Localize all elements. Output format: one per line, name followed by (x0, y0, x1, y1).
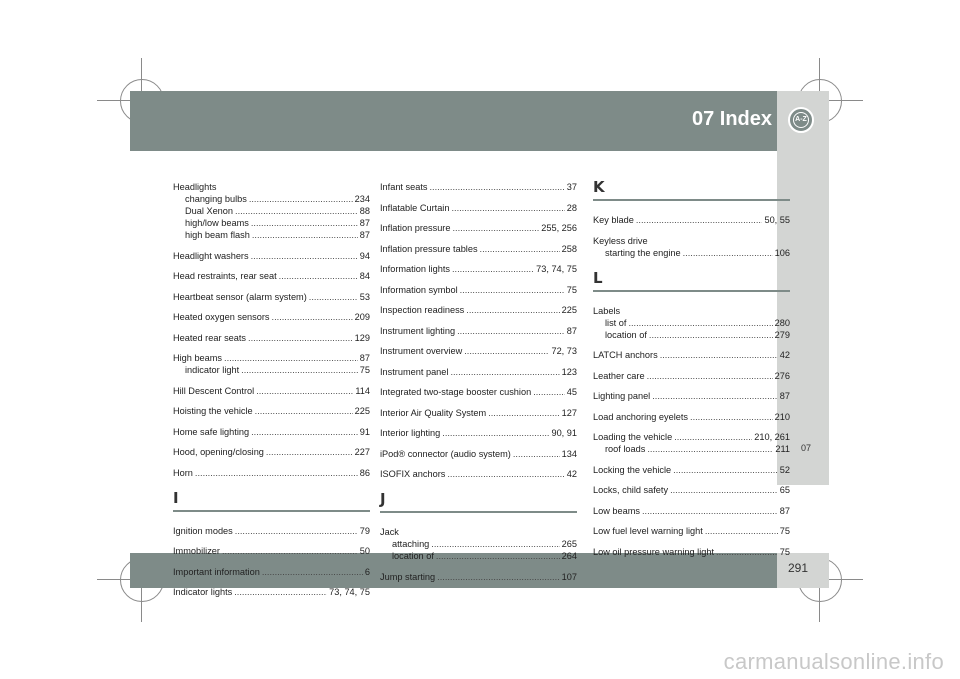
index-entry: Inspection readiness ..... 225 (380, 304, 577, 316)
section-letter: L (593, 268, 603, 287)
index-entry: Ignition modes ..... 79 (173, 525, 370, 537)
index-entry: Heated oxygen sensors ..... 209 (173, 311, 370, 323)
index-subentry: changing bulbs ..... 234 (173, 193, 370, 205)
index-group (173, 352, 370, 376)
index-heading: Jack (380, 527, 399, 537)
section-letter: I (173, 488, 179, 507)
index-entry: Interior lighting ..... 90, 91 (380, 427, 577, 439)
index-subentry: Dual Xenon ..... 88 (173, 205, 370, 217)
index-entry: Hill Descent Control ..... 114 (173, 385, 370, 397)
section-divider (380, 511, 577, 513)
index-entry: Heartbeat sensor (alarm system) ..... 53 (173, 291, 370, 303)
index-column-3 (593, 178, 790, 566)
section-letter: J (380, 490, 386, 508)
index-group (173, 181, 370, 241)
index-subentry: high beam flash ..... 87 (173, 229, 370, 241)
index-entry: LATCH anchors ..... 42 (593, 349, 790, 361)
index-entry: Immobilizer ..... 50 (173, 545, 370, 557)
index-entry: Interior Air Quality System ..... 127 (380, 407, 577, 419)
index-entry: Locks, child safety ..... 65 (593, 484, 790, 496)
index-column-2 (380, 181, 577, 591)
index-entry: High beams ..... 87 (173, 352, 370, 364)
index-entry: Inflatable Curtain ..... 28 (380, 202, 577, 214)
index-subentry: starting the engine ..... 106 (593, 247, 790, 259)
index-group (380, 526, 577, 562)
index-entry: Low beams ..... 87 (593, 505, 790, 517)
index-entry: Inflation pressure ..... 255, 256 (380, 222, 577, 234)
index-subentry: high/low beams ..... 87 (173, 217, 370, 229)
section-divider (173, 510, 370, 512)
page-number: 291 (788, 561, 809, 575)
index-entry: Indicator lights ..... 73, 74, 75 (173, 586, 370, 598)
index-entry: Key blade ..... 50, 55 (593, 214, 790, 226)
index-entry: iPod® connector (audio system) ..... 134 (380, 448, 577, 460)
index-group (593, 431, 790, 455)
watermark: carmanualsonline.info (723, 649, 944, 674)
index-entry: Lighting panel ..... 87 (593, 390, 790, 402)
section-divider (593, 199, 790, 201)
chapter-tab-label: 07 (801, 443, 812, 453)
letter-section-k (593, 178, 790, 201)
page-title: 07 Index (691, 108, 772, 130)
index-entry: Loading the vehicle ..... 210, 261 (593, 431, 790, 443)
index-entry: Integrated two-stage booster cushion ..... 45 (380, 386, 577, 398)
index-entry: Hoisting the vehicle ..... 225 (173, 405, 370, 417)
index-subentry: list of ..... 280 (593, 317, 790, 329)
index-entry: Instrument overview ..... 72, 73 (380, 345, 577, 357)
index-entry: Jump starting ..... 107 (380, 571, 577, 583)
index-entry: Load anchoring eyelets ..... 210 (593, 411, 790, 423)
index-entry: Heated rear seats ..... 129 (173, 332, 370, 344)
index-entry: Infant seats ..... 37 (380, 181, 577, 193)
index-entry: Important information ..... 6 (173, 566, 370, 578)
index-entry: Head restraints, rear seat ..... 84 (173, 270, 370, 282)
section-letter: K (593, 178, 605, 196)
index-entry: Locking the vehicle ..... 52 (593, 464, 790, 476)
index-entry: Instrument panel ..... 123 (380, 366, 577, 378)
index-subentry: indicator light ..... 75 (173, 364, 370, 376)
index-subentry: location of ..... 264 (380, 550, 577, 562)
letter-section-l (593, 269, 790, 292)
index-entry: Low fuel level warning light ..... 75 (593, 525, 790, 537)
header-bar (130, 91, 777, 151)
index-entry: Horn ..... 86 (173, 467, 370, 479)
section-divider (593, 290, 790, 292)
a-z-icon-text: A-Z (793, 112, 809, 128)
index-column-1 (173, 181, 370, 607)
index-heading: Keyless drive (593, 235, 648, 246)
index-heading: Labels (593, 305, 621, 316)
index-entry: Home safe lighting ..... 91 (173, 426, 370, 438)
index-entry: Inflation pressure tables ..... 258 (380, 243, 577, 255)
index-subentry: location of ..... 279 (593, 329, 790, 341)
index-entry: Information lights ..... 73, 74, 75 (380, 263, 577, 275)
index-subentry: attaching ..... 265 (380, 538, 577, 550)
index-entry: Headlight washers ..... 94 (173, 250, 370, 262)
letter-section-i (173, 489, 370, 512)
index-entry: Leather care ..... 276 (593, 370, 790, 382)
index-group (593, 235, 790, 259)
a-z-icon (788, 107, 814, 133)
index-heading: Headlights (173, 182, 217, 192)
index-entry: Information symbol ..... 75 (380, 284, 577, 296)
index-subentry: roof loads ..... 211 (593, 443, 790, 455)
index-entry: ISOFIX anchors ..... 42 (380, 468, 577, 480)
letter-section-j (380, 490, 577, 513)
index-entry: Instrument lighting ..... 87 (380, 325, 577, 337)
index-entry: Hood, opening/closing ..... 227 (173, 446, 370, 458)
index-entry: Low oil pressure warning light ..... 75 (593, 546, 790, 558)
index-group (593, 305, 790, 341)
